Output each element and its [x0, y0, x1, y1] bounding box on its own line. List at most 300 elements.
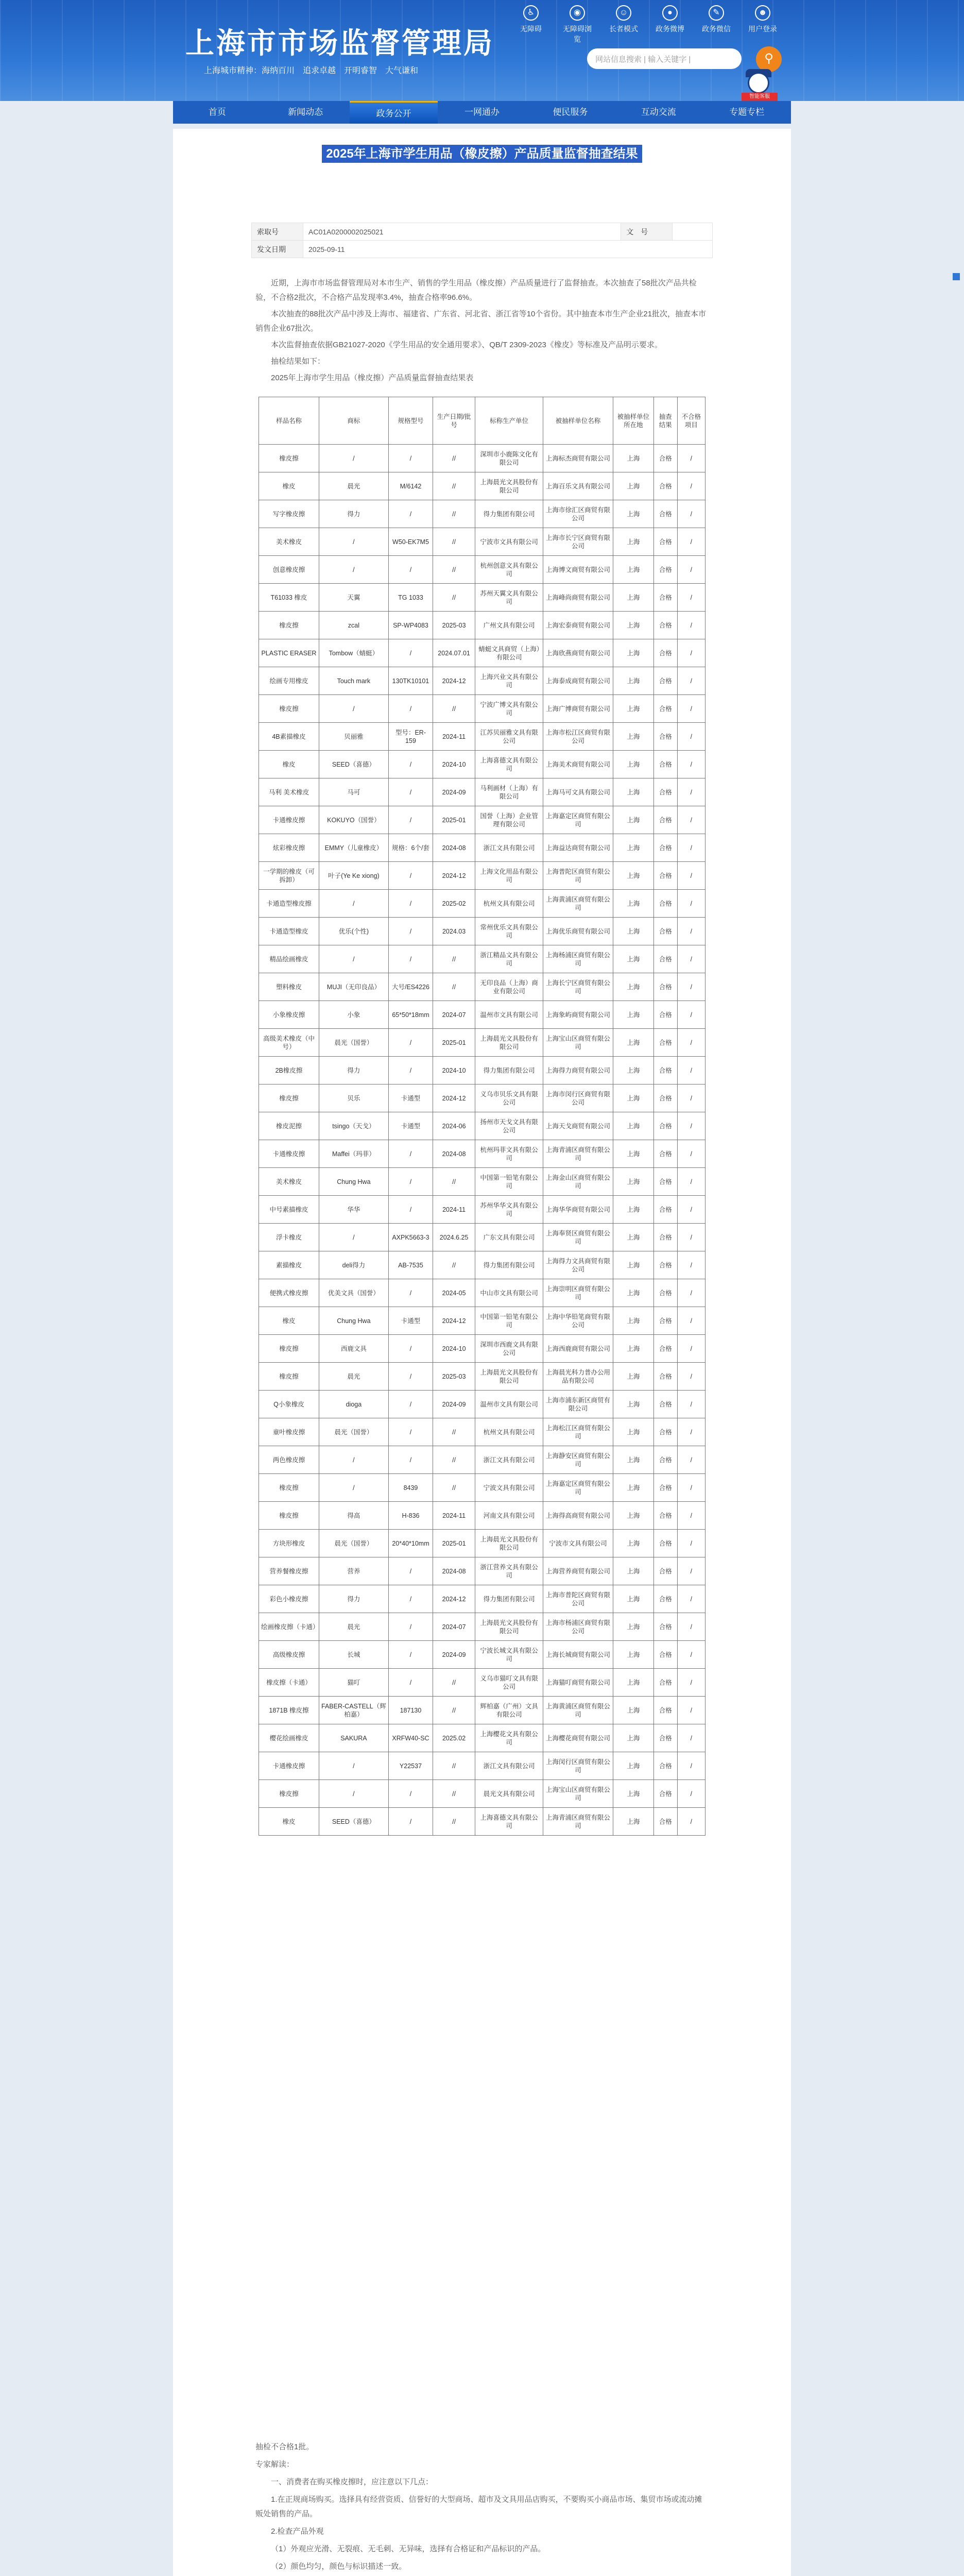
- table-cell: /: [677, 1224, 705, 1251]
- table-cell: 2025-01: [433, 806, 475, 834]
- table-cell: 2024-05: [433, 1279, 475, 1307]
- table-cell: 上海得力商贸有限公司: [543, 1057, 613, 1084]
- table-cell: /: [677, 862, 705, 890]
- table-cell: 上海: [613, 1057, 654, 1084]
- table-cell: /: [388, 500, 433, 528]
- table-cell: KOKUYO（国誉）: [319, 806, 388, 834]
- table-cell: 合格: [653, 918, 677, 945]
- table-cell: 优乐(个性): [319, 918, 388, 945]
- table-cell: /: [388, 1168, 433, 1196]
- table-cell: 上海广博商贸有限公司: [543, 695, 613, 723]
- table-cell: /: [388, 1335, 433, 1363]
- table-cell: 橡皮擦: [259, 1335, 319, 1363]
- table-cell: 橡皮: [259, 1307, 319, 1335]
- table-cell: 2024-12: [433, 1084, 475, 1112]
- table-row: [259, 1557, 705, 1585]
- table-cell: SAKURA: [319, 1724, 388, 1752]
- assistant-mascot[interactable]: [742, 72, 778, 101]
- meta-index-value: AC01A0200002025021: [303, 223, 621, 241]
- table-cell: 上海: [613, 862, 654, 890]
- site-title[interactable]: 上海市市场监督管理局: [185, 27, 494, 59]
- table-cell: /: [388, 918, 433, 945]
- table-cell: 营养餐橡皮擦: [259, 1557, 319, 1585]
- table-cell: /: [677, 556, 705, 584]
- eye-icon: ◉: [570, 5, 585, 21]
- table-cell: /: [677, 1001, 705, 1029]
- closing-paragraph: （1）外观应光滑、无裂痕、无毛刺、无异味，选择有合格证和产品标识的产品。: [271, 2545, 546, 2553]
- meta-doc-no-value: [673, 223, 713, 241]
- closing-paragraph: （2）颜色均匀，颜色与标识描述一致。: [271, 2562, 407, 2571]
- table-row: [259, 1084, 705, 1112]
- table-cell: H-836: [388, 1502, 433, 1530]
- table-cell: 浙江精品文具有限公司: [475, 945, 543, 973]
- intro-paragraph: 近期，上海市市场监督管理局对本市生产、销售的学生用品（橡皮擦）产品质量进行了监督抽查。本次抽查了58批次产品共检验，不合格2批次，不合格产品发现率3.4%，抽查合格率96.6%。: [255, 279, 697, 302]
- table-cell: //: [433, 1780, 475, 1808]
- table-cell: /: [388, 1808, 433, 1836]
- table-cell: 合格: [653, 556, 677, 584]
- top-icon-view[interactable]: [561, 5, 593, 44]
- table-cell: /: [388, 1057, 433, 1084]
- table-cell: //: [433, 1697, 475, 1724]
- table-cell: //: [433, 1474, 475, 1502]
- table-row: [259, 723, 705, 751]
- table-cell: /: [388, 1641, 433, 1669]
- top-icon-user[interactable]: [747, 5, 779, 44]
- table-cell: 合格: [653, 778, 677, 806]
- table-cell: 义乌市猫叮文具有限公司: [475, 1669, 543, 1697]
- table-cell: 便携式橡皮擦: [259, 1279, 319, 1307]
- table-cell: /: [677, 1724, 705, 1752]
- weibo-icon: ●: [662, 5, 678, 21]
- table-cell: 上海喜德文具有限公司: [475, 1808, 543, 1836]
- table-cell: /: [388, 1446, 433, 1474]
- table-cell: 塑料橡皮: [259, 973, 319, 1001]
- top-icon-label: 政务微信: [702, 25, 731, 33]
- closing-paragraph: 抽检不合格1批。: [255, 2443, 314, 2451]
- table-cell: 合格: [653, 1196, 677, 1224]
- table-row: [259, 1140, 705, 1168]
- table-cell: /: [388, 1029, 433, 1057]
- table-cell: 上海: [613, 723, 654, 751]
- table-cell: 卡通橡皮擦: [259, 1752, 319, 1780]
- table-cell: /: [388, 945, 433, 973]
- mascot-face: [748, 72, 769, 94]
- table-cell: 卡通型: [388, 1307, 433, 1335]
- table-cell: 合格: [653, 1446, 677, 1474]
- table-cell: 合格: [653, 1391, 677, 1418]
- float-widget-icon[interactable]: [953, 273, 960, 280]
- table-cell: 晨光: [319, 1363, 388, 1391]
- table-cell: 上海静安区商贸有限公司: [543, 1446, 613, 1474]
- table-cell: W50-EK7M5: [388, 528, 433, 556]
- table-cell: 2024-11: [433, 723, 475, 751]
- table-cell: 橡皮擦: [259, 445, 319, 472]
- table-cell: 一学期的橡皮（可拆卸）: [259, 862, 319, 890]
- table-cell: 上海: [613, 1808, 654, 1836]
- table-cell: 深圳市小鹿陈文化有限公司: [475, 445, 543, 472]
- top-icon-bar: [515, 5, 779, 44]
- table-cell: 上海: [613, 834, 654, 862]
- table-row: [259, 1251, 705, 1279]
- table-cell: //: [433, 584, 475, 612]
- table-cell: 义乌市贝乐文具有限公司: [475, 1084, 543, 1112]
- table-cell: 上海: [613, 639, 654, 667]
- table-cell: Touch mark: [319, 667, 388, 695]
- table-cell: /: [677, 1446, 705, 1474]
- article-heading: [173, 143, 791, 161]
- table-cell: 小象橡皮擦: [259, 1001, 319, 1029]
- table-cell: //: [433, 1418, 475, 1446]
- table-cell: 上海长宁区商贸有限公司: [543, 973, 613, 1001]
- table-cell: 橡皮: [259, 472, 319, 500]
- table-cell: 合格: [653, 612, 677, 639]
- table-cell: 叶子(Ye Ke xiong): [319, 862, 388, 890]
- nav-news[interactable]: 新闻动态: [288, 107, 323, 117]
- table-cell: 贝丽雅: [319, 723, 388, 751]
- table-cell: /: [319, 1780, 388, 1808]
- table-cell: 上海晨光文具股份有限公司: [475, 472, 543, 500]
- table-cell: 1871B 橡皮擦: [259, 1697, 319, 1724]
- results-table-header: [259, 397, 705, 445]
- top-icon-accessibility[interactable]: [515, 5, 547, 44]
- table-cell: /: [388, 1669, 433, 1697]
- table-cell: 上海: [613, 1391, 654, 1418]
- table-cell: 宁波长城文具有限公司: [475, 1641, 543, 1669]
- top-icon-label: 用户登录: [748, 25, 777, 33]
- top-icon-elder[interactable]: [608, 5, 640, 44]
- table-row: [259, 1808, 705, 1836]
- nav-topics[interactable]: 专题专栏: [729, 107, 765, 117]
- table-cell: 合格: [653, 1502, 677, 1530]
- closing-paragraph: 2.检查产品外观: [271, 2527, 324, 2536]
- table-cell: /: [388, 1418, 433, 1446]
- table-row: [259, 1669, 705, 1697]
- table-cell: 卡通造型橡皮擦: [259, 890, 319, 918]
- table-cell: 卡通型: [388, 1084, 433, 1112]
- table-cell: /: [677, 1391, 705, 1418]
- table-cell: /: [319, 556, 388, 584]
- table-cell: //: [433, 528, 475, 556]
- table-cell: /: [677, 528, 705, 556]
- meta-date-label: 发文日期: [252, 241, 303, 258]
- table-cell: /: [677, 667, 705, 695]
- table-cell: 樱花绘画橡皮: [259, 1724, 319, 1752]
- table-cell: 合格: [653, 1613, 677, 1641]
- table-cell: 杭州玛菲文具有限公司: [475, 1140, 543, 1168]
- table-cell: /: [677, 1585, 705, 1613]
- table-cell: //: [433, 1752, 475, 1780]
- search-input[interactable]: [587, 48, 742, 69]
- table-cell: //: [433, 1251, 475, 1279]
- table-cell: //: [433, 1808, 475, 1836]
- table-cell: 橡皮擦: [259, 1780, 319, 1808]
- table-row: [259, 1001, 705, 1029]
- table-cell: 橡皮擦: [259, 695, 319, 723]
- table-cell: 合格: [653, 1112, 677, 1140]
- results-header-cell: 样品名称: [259, 397, 319, 445]
- table-cell: 上海: [613, 1168, 654, 1196]
- table-cell: 上海: [613, 1029, 654, 1057]
- table-row: [259, 445, 705, 472]
- table-cell: 长城: [319, 1641, 388, 1669]
- table-cell: 上海: [613, 1363, 654, 1391]
- table-cell: 上海: [613, 806, 654, 834]
- closing-paragraph: 专家解读：: [255, 2460, 295, 2469]
- table-cell: /: [319, 1446, 388, 1474]
- table-row: [259, 890, 705, 918]
- results-table: [259, 397, 705, 1836]
- table-cell: 炫彩橡皮擦: [259, 834, 319, 862]
- meta-index-label: 索取号: [252, 223, 303, 241]
- table-row: [259, 500, 705, 528]
- table-row: [259, 1613, 705, 1641]
- table-cell: 高级美术橡皮（中号）: [259, 1029, 319, 1057]
- table-cell: 绘画橡皮擦（卡通）: [259, 1613, 319, 1641]
- table-cell: 合格: [653, 890, 677, 918]
- table-cell: M/6142: [388, 472, 433, 500]
- table-cell: 晨光（国誉）: [319, 1029, 388, 1057]
- table-cell: 2024-10: [433, 1335, 475, 1363]
- table-cell: 两色橡皮擦: [259, 1446, 319, 1474]
- table-cell: /: [319, 945, 388, 973]
- table-cell: SEED（喜德）: [319, 751, 388, 778]
- table-cell: 上海: [613, 1641, 654, 1669]
- table-cell: /: [677, 1613, 705, 1641]
- table-cell: 合格: [653, 1808, 677, 1836]
- nav-services[interactable]: 一网通办: [464, 107, 500, 117]
- table-cell: 得力集团有限公司: [475, 1251, 543, 1279]
- table-cell: /: [677, 1780, 705, 1808]
- table-cell: 常州优乐文具有限公司: [475, 918, 543, 945]
- table-cell: 广东文具有限公司: [475, 1224, 543, 1251]
- table-cell: 上海天戈商贸有限公司: [543, 1112, 613, 1140]
- table-cell: 得力集团有限公司: [475, 1057, 543, 1084]
- table-cell: 宁波市文具有限公司: [543, 1530, 613, 1557]
- table-row: [259, 1585, 705, 1613]
- table-row: [259, 1391, 705, 1418]
- table-cell: /: [388, 1363, 433, 1391]
- table-cell: 上海樱花文具有限公司: [475, 1724, 543, 1752]
- table-cell: 合格: [653, 1001, 677, 1029]
- table-cell: /: [319, 528, 388, 556]
- table-cell: //: [433, 945, 475, 973]
- table-cell: /: [677, 472, 705, 500]
- nav-gov-open[interactable]: 政务公开: [350, 101, 438, 124]
- table-cell: 上海嘉定区商贸有限公司: [543, 806, 613, 834]
- table-cell: 上海: [613, 528, 654, 556]
- table-cell: /: [677, 1112, 705, 1140]
- table-cell: 浙江文具有限公司: [475, 1446, 543, 1474]
- table-cell: 合格: [653, 1084, 677, 1112]
- table-cell: 2024-07: [433, 1613, 475, 1641]
- table-cell: 20*40*10mm: [388, 1530, 433, 1557]
- wechat-icon: ✎: [709, 5, 724, 21]
- table-cell: 合格: [653, 472, 677, 500]
- table-row: [259, 1502, 705, 1530]
- article-container: [173, 129, 791, 2576]
- table-cell: 宁波文具有限公司: [475, 1474, 543, 1502]
- table-row: [259, 639, 705, 667]
- table-cell: 130TK10101: [388, 667, 433, 695]
- table-cell: 上海峰尚商贸有限公司: [543, 584, 613, 612]
- table-cell: 深圳市西鹿文具有限公司: [475, 1335, 543, 1363]
- table-cell: 素描橡皮: [259, 1251, 319, 1279]
- table-cell: Q小象橡皮: [259, 1391, 319, 1418]
- table-row: [259, 862, 705, 890]
- table-cell: /: [677, 1474, 705, 1502]
- intro-paragraph: 本次监督抽查依据GB21027-2020《学生用品的安全通用要求》、QB/T 2309-2023《橡皮》等标准及产品明示要求。: [271, 341, 662, 349]
- table-cell: //: [433, 1168, 475, 1196]
- table-cell: 上海中华铅笔商贸有限公司: [543, 1307, 613, 1335]
- table-cell: 上海: [613, 1418, 654, 1446]
- table-cell: 上海宝山区商贸有限公司: [543, 1780, 613, 1808]
- table-cell: 彩色小橡皮擦: [259, 1585, 319, 1613]
- table-cell: 无印良品（上海）商业有限公司: [475, 973, 543, 1001]
- table-cell: 上海兴业文具有限公司: [475, 667, 543, 695]
- table-cell: /: [677, 1140, 705, 1168]
- table-cell: 上海美术商贸有限公司: [543, 751, 613, 778]
- nav-interaction[interactable]: 互动交流: [641, 107, 676, 117]
- table-cell: 上海: [613, 1112, 654, 1140]
- site-header: [0, 0, 964, 101]
- top-icon-label: 长者模式: [609, 25, 638, 33]
- table-cell: 上海象屿商贸有限公司: [543, 1001, 613, 1029]
- table-cell: /: [388, 751, 433, 778]
- table-cell: 上海: [613, 1084, 654, 1112]
- article-closing: [255, 2440, 709, 2576]
- table-cell: /: [677, 778, 705, 806]
- table-cell: /: [677, 1697, 705, 1724]
- closing-paragraph: 一、消费者在购买橡皮擦时，应注意以下几点：: [271, 2478, 434, 2486]
- table-cell: 小象: [319, 1001, 388, 1029]
- table-cell: 上海博文商贸有限公司: [543, 556, 613, 584]
- table-cell: T61033 橡皮: [259, 584, 319, 612]
- table-cell: 苏州天翼文具有限公司: [475, 584, 543, 612]
- table-cell: 2024-12: [433, 862, 475, 890]
- table-cell: 天翼: [319, 584, 388, 612]
- table-cell: 合格: [653, 806, 677, 834]
- table-cell: 合格: [653, 1363, 677, 1391]
- table-cell: 2024-11: [433, 1502, 475, 1530]
- article-meta-table: [251, 223, 713, 258]
- top-icon-weibo[interactable]: [654, 5, 686, 44]
- nav-home[interactable]: 首页: [208, 107, 226, 117]
- table-cell: 童叶橡皮擦: [259, 1418, 319, 1446]
- table-cell: 得力集团有限公司: [475, 1585, 543, 1613]
- table-cell: 西鹿文具: [319, 1335, 388, 1363]
- table-cell: MUJI（无印良品）: [319, 973, 388, 1001]
- table-cell: /: [388, 1196, 433, 1224]
- table-cell: /: [677, 1641, 705, 1669]
- results-header-cell: 抽查结果: [653, 397, 677, 445]
- table-cell: 上海晨光科力普办公用品有限公司: [543, 1363, 613, 1391]
- table-cell: 马可: [319, 778, 388, 806]
- table-cell: 浙江营养文具有限公司: [475, 1557, 543, 1585]
- table-cell: 马利 美术橡皮: [259, 778, 319, 806]
- table-cell: 上海文化用品有限公司: [475, 862, 543, 890]
- table-cell: Chung Hwa: [319, 1307, 388, 1335]
- table-cell: 华华: [319, 1196, 388, 1224]
- table-row: [259, 1168, 705, 1196]
- table-cell: 上海欣燕商贸有限公司: [543, 639, 613, 667]
- table-cell: /: [677, 1335, 705, 1363]
- table-row: [259, 1279, 705, 1307]
- table-cell: XRFW40-SC: [388, 1724, 433, 1752]
- table-cell: 得力: [319, 1585, 388, 1613]
- table-cell: 上海: [613, 695, 654, 723]
- table-cell: 2025-03: [433, 612, 475, 639]
- table-cell: 上海: [613, 890, 654, 918]
- table-cell: 2024-09: [433, 778, 475, 806]
- table-cell: 上海: [613, 1446, 654, 1474]
- table-cell: 合格: [653, 751, 677, 778]
- table-cell: 橡皮擦: [259, 612, 319, 639]
- table-cell: 上海长城商贸有限公司: [543, 1641, 613, 1669]
- table-cell: dioga: [319, 1391, 388, 1418]
- table-cell: 国誉（上海）企业管理有限公司: [475, 806, 543, 834]
- table-cell: /: [319, 1752, 388, 1780]
- table-cell: 杭州文具有限公司: [475, 1418, 543, 1446]
- table-cell: 2024.03: [433, 918, 475, 945]
- table-cell: /: [677, 1029, 705, 1057]
- table-cell: 合格: [653, 1418, 677, 1446]
- table-cell: /: [677, 1307, 705, 1335]
- table-cell: 大号/ES4226: [388, 973, 433, 1001]
- table-cell: 上海市闵行区商贸有限公司: [543, 1084, 613, 1112]
- table-cell: 上海: [613, 556, 654, 584]
- table-cell: 合格: [653, 945, 677, 973]
- table-cell: 上海: [613, 1752, 654, 1780]
- table-cell: 合格: [653, 1530, 677, 1557]
- table-cell: /: [388, 806, 433, 834]
- table-row: [259, 1112, 705, 1140]
- table-cell: 晨光（国誉）: [319, 1530, 388, 1557]
- table-cell: /: [677, 723, 705, 751]
- results-header-cell: 规格型号: [388, 397, 433, 445]
- table-cell: 上海百乐文具有限公司: [543, 472, 613, 500]
- table-cell: 广州文具有限公司: [475, 612, 543, 639]
- table-cell: /: [677, 806, 705, 834]
- table-cell: 187130: [388, 1697, 433, 1724]
- table-cell: 2025-03: [433, 1363, 475, 1391]
- table-cell: 2024-12: [433, 1307, 475, 1335]
- results-header-cell: 商标: [319, 397, 388, 445]
- table-cell: /: [677, 1196, 705, 1224]
- search-button[interactable]: [756, 46, 782, 72]
- table-cell: /: [388, 1585, 433, 1613]
- table-row: [259, 834, 705, 862]
- table-cell: 晨光（国誉）: [319, 1418, 388, 1446]
- table-cell: 橡皮擦: [259, 1084, 319, 1112]
- table-cell: 上海营养商贸有限公司: [543, 1557, 613, 1585]
- table-cell: 中国第一铅笔有限公司: [475, 1307, 543, 1335]
- table-cell: 合格: [653, 639, 677, 667]
- table-cell: 上海黄浦区商贸有限公司: [543, 1697, 613, 1724]
- table-row: [259, 1363, 705, 1391]
- table-cell: 65*50*18mm: [388, 1001, 433, 1029]
- table-row: [259, 556, 705, 584]
- table-row: [259, 1780, 705, 1808]
- table-cell: /: [388, 695, 433, 723]
- table-row: [259, 1530, 705, 1557]
- table-cell: 2024-08: [433, 834, 475, 862]
- table-cell: 上海: [613, 1196, 654, 1224]
- nav-convenience[interactable]: 便民服务: [553, 107, 588, 117]
- top-icon-wechat[interactable]: [700, 5, 732, 44]
- table-cell: 合格: [653, 1585, 677, 1613]
- table-cell: /: [319, 695, 388, 723]
- table-cell: 2024-09: [433, 1391, 475, 1418]
